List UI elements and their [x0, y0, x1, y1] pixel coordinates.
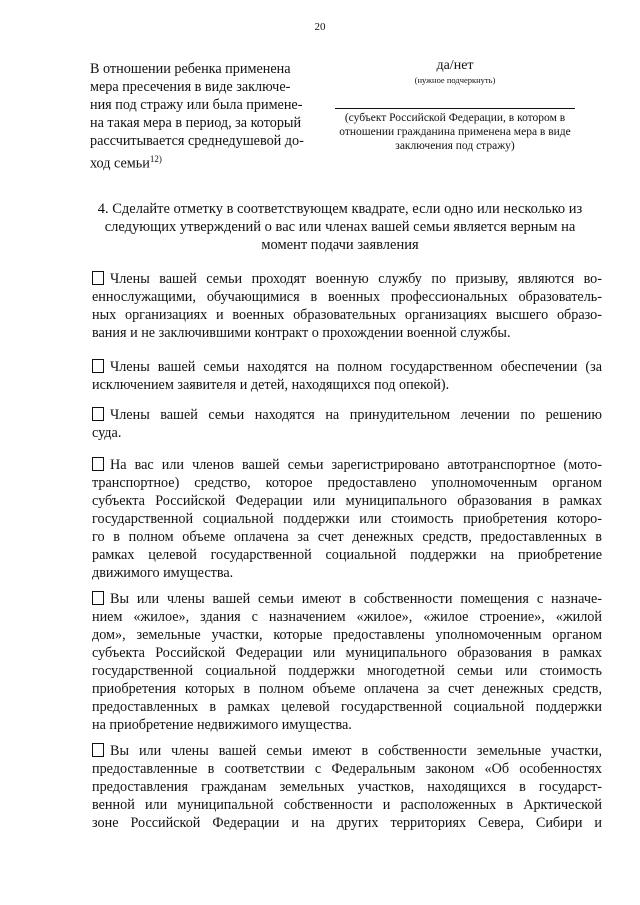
question-line: ния под стражу или была примене-: [90, 97, 303, 113]
statement-line: дом», земельные участки, которые предоставлены уполномоченным органом: [92, 627, 602, 643]
statement-line: суда.: [92, 425, 122, 441]
statement-line: нием «жилое», здания с назначением «жилое», «жилое строение», «жилой: [92, 609, 602, 625]
statement-line: [92, 358, 602, 376]
heading-line: следующих утверждений о вас или членах вашей семьи является верным на: [104, 219, 576, 235]
statement-compulsory-treatment: [92, 406, 602, 442]
question-line: мера пресечения в виде заключе-: [90, 79, 291, 95]
statement-line: еннослужащими, обучающимися в военных профессиональных образователь-: [92, 289, 602, 305]
statement-land-plots: [92, 742, 602, 832]
statement-line: [92, 590, 602, 608]
statement-line: [92, 406, 602, 424]
statement-line: [92, 270, 602, 288]
statement-line: исключением заявителя и детей, находящихся под опекой).: [92, 377, 450, 393]
statement-line: предоставления гражданам земельных участков, находящихся в государст-: [92, 779, 602, 795]
statement-text: На вас или членов вашей семьи зарегистрировано автотранспортное (мото-: [110, 457, 602, 473]
question-line-last: [90, 150, 330, 173]
statement-line: субъекта Российской Федерации или муниципального образования в рамках: [92, 645, 602, 661]
statement-line: государственной социальной поддержки многодетной семьи или стоимость: [92, 663, 602, 679]
vehicle-checkbox[interactable]: [92, 457, 104, 471]
statement-real-estate: [92, 590, 602, 734]
statement-line: на приобретение недвижимого имущества.: [92, 717, 352, 733]
statement-line: движимого имущества.: [92, 565, 234, 581]
footnote-marker: 12): [149, 154, 162, 164]
statement-line: транспортное) средство, которое предоставлено уполномоченным органом: [92, 475, 602, 491]
detention-question: [90, 60, 330, 173]
subject-caption-line: отношении гражданина применена мера в виде: [339, 126, 571, 138]
statement-line: [92, 742, 602, 760]
statement-line: предоставленных в рамках целевой государственной социальной поддержки: [92, 699, 602, 715]
statement-line: субъекта Российской Федерации или муниципального образования в рамках: [92, 493, 602, 509]
statement-line: вания и не заключившими контракт о прохождении военной службы.: [92, 325, 511, 341]
question-line: на такая мера в период, за который: [90, 115, 302, 131]
question-text: ход семьи: [90, 155, 150, 172]
page-number: 20: [314, 21, 326, 33]
yes-no-option[interactable]: да/нет: [436, 58, 474, 73]
statement-vehicle: [92, 456, 602, 582]
state-support-checkbox[interactable]: [92, 359, 104, 373]
statement-line: предоставленные в соответствии с Федеральным законом «Об особенностях: [92, 761, 602, 777]
statement-state-support: [92, 358, 602, 394]
underline-hint: (нужное подчеркнуть): [414, 75, 496, 85]
statement-line: [92, 456, 602, 474]
subject-caption-line: (субъект Российской Федерации, в котором в: [344, 112, 566, 124]
statement-text: Члены вашей семьи проходят военную службу по призыву, являются во-: [110, 271, 602, 287]
subject-caption-line: заключения под стражу): [395, 140, 515, 152]
statement-text: Члены вашей семьи находятся на принудительном лечении по решению: [110, 407, 602, 423]
subject-caption: [335, 111, 575, 153]
statement-line: приобретения которых в полном объеме оплачена за счет денежных средств,: [92, 681, 602, 697]
heading-line: 4. Сделайте отметку в соответствующем квадрате, если одно или несколько из: [97, 201, 583, 217]
statement-text: Вы или члены вашей семьи имеют в собственности земельные участки,: [110, 743, 602, 759]
compulsory-treatment-checkbox[interactable]: [92, 407, 104, 421]
real-estate-checkbox[interactable]: [92, 591, 104, 605]
statement-military: [92, 270, 602, 342]
statement-line: ных организациях и военных образовательных организациях высшего образо-: [92, 307, 602, 323]
statement-text: Вы или члены вашей семьи имеют в собственности помещения с назначе-: [110, 591, 602, 607]
statement-text: Члены вашей семьи находятся на полном государственном обеспечении (за: [110, 359, 602, 375]
question-line: В отношении ребенка применена: [90, 61, 291, 77]
statement-line: рамках целевой государственной социальной поддержки на приобретение: [92, 547, 602, 563]
subject-fill-line[interactable]: [335, 108, 575, 109]
detention-answer: [335, 58, 575, 153]
statement-line: государственной социальной поддержки или стоимость приобретения которо-: [92, 511, 602, 527]
heading-line: момент подачи заявления: [261, 237, 419, 253]
land-plots-checkbox[interactable]: [92, 743, 104, 757]
question-line: рассчитывается среднедушевой до-: [90, 133, 304, 149]
section-4-heading: [80, 200, 600, 254]
statement-line: зоне Российской Федерации и на других территориях Севера, Сибири и: [92, 815, 602, 831]
statement-line: го в полном объеме оплачена за счет денежных средств, предоставленных в: [92, 529, 602, 545]
statement-line: венной или муниципальной собственности и расположенных в Арктической: [92, 797, 602, 813]
military-checkbox[interactable]: [92, 271, 104, 285]
